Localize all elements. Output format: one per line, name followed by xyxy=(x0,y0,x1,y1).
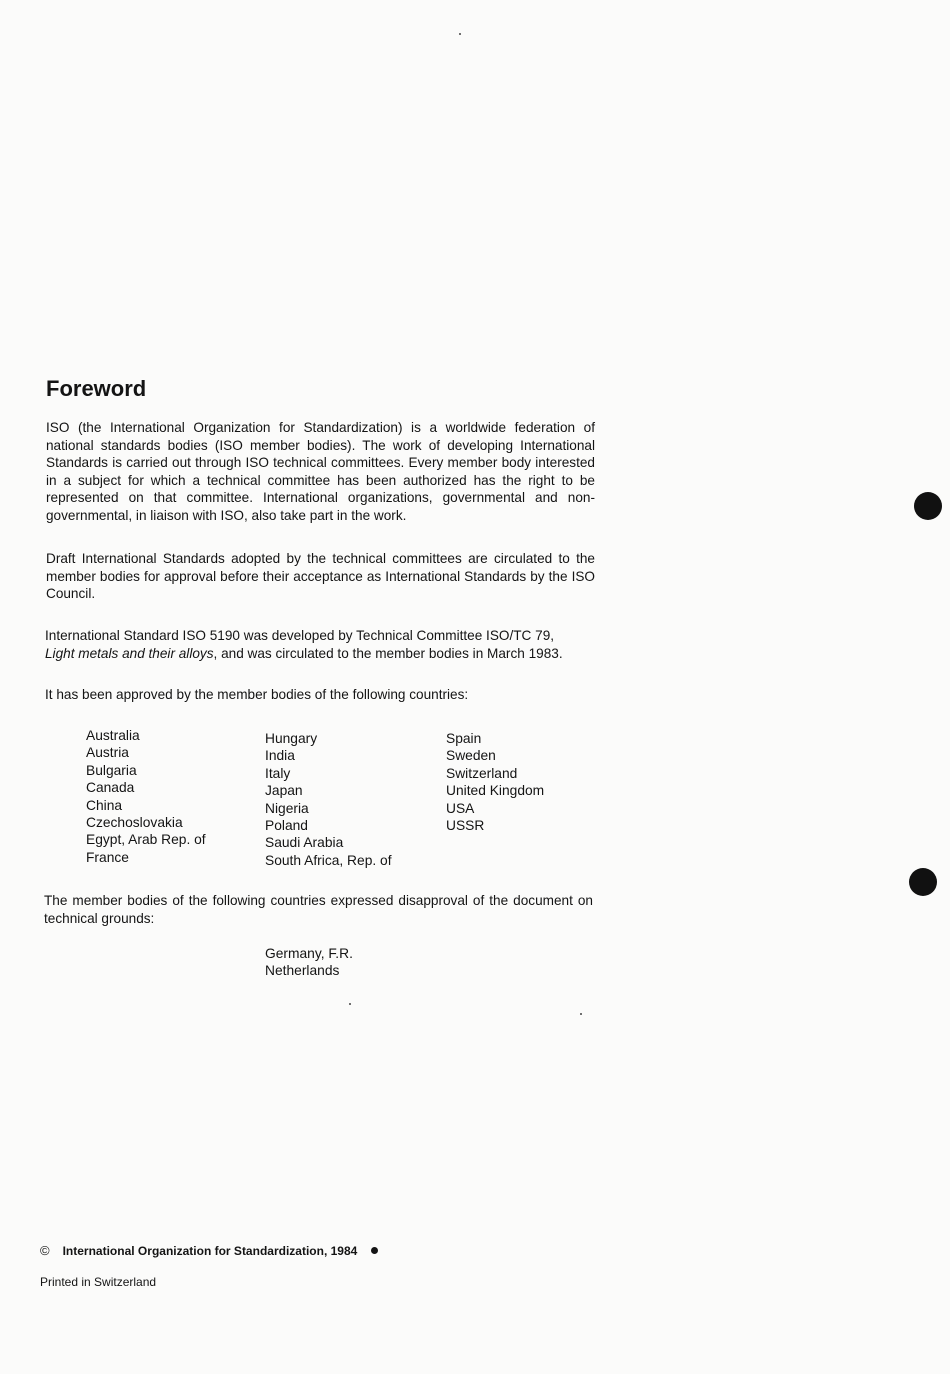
standard-paragraph xyxy=(45,627,594,662)
standard-text-b: , and was circulated to the member bodies in March 1983. xyxy=(213,645,563,661)
list-item: Switzerland xyxy=(446,765,518,781)
list-item: Bulgaria xyxy=(86,762,137,778)
intro-paragraph: ISO (the International Organization for Standardization) is a worldwide federation of national standards bodies (ISO member bodies). The work of developing International Standards is carried out through ISO technical committees. Every member body interested in a subject for which a technical committee has been authorized has the right to be represented on that committee. International organizations, governmental and non-governmental, in liaison with ISO, also take part in the work. xyxy=(46,420,595,523)
list-item: USA xyxy=(446,800,475,816)
list-item: Hungary xyxy=(265,731,318,746)
approval-paragraph: It has been approved by the member bodies of the following countries: xyxy=(45,687,469,702)
list-item: Germany, F.R. xyxy=(265,946,353,961)
list-item: France xyxy=(86,849,129,865)
list-item: Saudi Arabia xyxy=(265,835,344,851)
scan-speck-icon xyxy=(459,33,461,35)
list-item: Sweden xyxy=(446,748,496,764)
printed-note: Printed in Switzerland xyxy=(40,1275,157,1289)
list-item: South Africa, Rep. of xyxy=(265,852,392,868)
approved-countries-col3 xyxy=(446,730,544,834)
disapproval-paragraph: The member bodies of the following countries expressed disapproval of the document on technical grounds: xyxy=(44,893,593,926)
copyright-symbol: © xyxy=(40,1243,50,1258)
disapproved-countries xyxy=(265,945,353,980)
list-item: United Kingdom xyxy=(446,783,545,799)
bullet-icon xyxy=(371,1247,378,1254)
list-item: Japan xyxy=(265,783,303,799)
list-item: India xyxy=(265,748,295,764)
list-item: Austria xyxy=(86,745,129,761)
standard-text-a: International Standard ISO 5190 was developed by Technical Committee ISO/TC 79, xyxy=(45,628,555,643)
list-item: Australia xyxy=(86,728,140,743)
punch-hole-icon xyxy=(914,492,942,520)
approved-countries-col1 xyxy=(86,727,206,866)
list-item: Netherlands xyxy=(265,963,340,979)
scan-speck-icon xyxy=(349,1003,351,1005)
approved-countries-col2 xyxy=(265,730,392,869)
list-item: Spain xyxy=(446,731,482,746)
list-item: Poland xyxy=(265,818,308,834)
list-item: China xyxy=(86,797,123,813)
punch-hole-icon xyxy=(909,868,937,896)
list-item: Czechoslovakia xyxy=(86,815,183,831)
page-title: Foreword xyxy=(46,376,147,401)
list-item: Italy xyxy=(265,765,291,781)
committee-title: Light metals and their alloys xyxy=(45,645,214,661)
list-item: USSR xyxy=(446,818,485,834)
draft-paragraph: Draft International Standards adopted by the technical committees are circulated to the member bodies for approval before their acceptance as International Standards by the ISO Council. xyxy=(46,551,595,602)
list-item: Nigeria xyxy=(265,800,309,816)
list-item: Canada xyxy=(86,780,135,796)
scan-speck-icon xyxy=(580,1013,582,1015)
copyright-line xyxy=(40,1243,378,1258)
list-item: Egypt, Arab Rep. of xyxy=(86,832,206,848)
copyright-text: International Organization for Standardization, 1984 xyxy=(62,1243,358,1258)
